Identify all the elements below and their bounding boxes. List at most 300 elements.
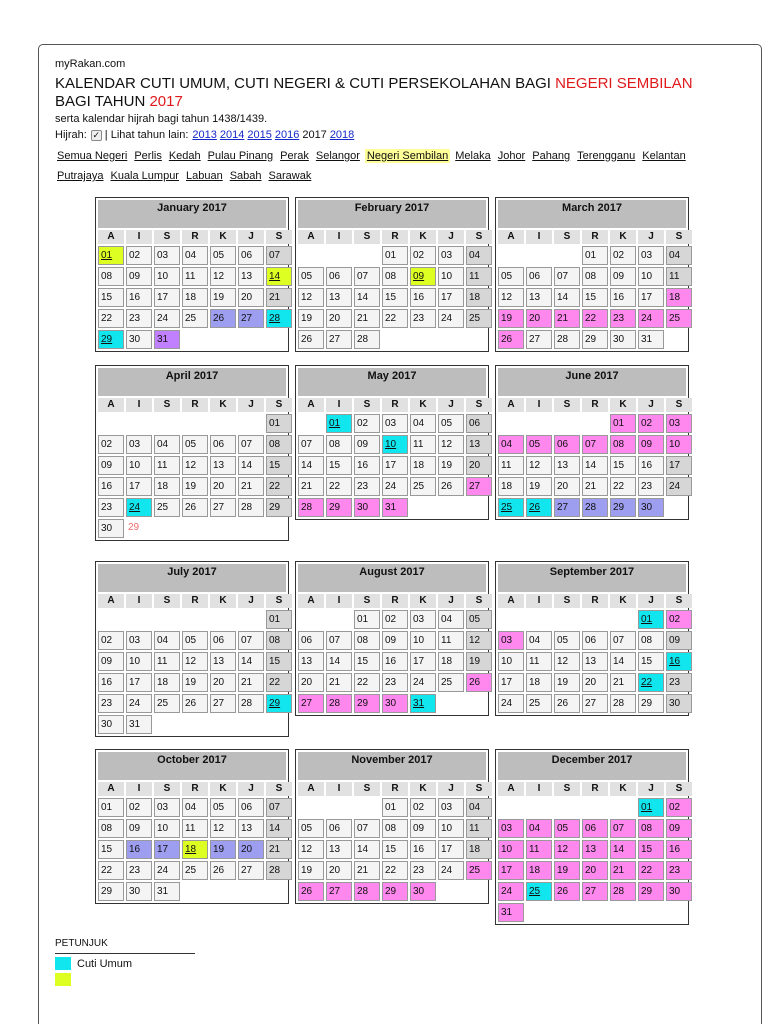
year-link-2013[interactable]: 2013 xyxy=(192,129,217,141)
day-cell[interactable]: 22 xyxy=(382,861,408,880)
day-cell[interactable]: 06 xyxy=(582,631,608,650)
day-cell[interactable]: 02 xyxy=(126,246,152,265)
day-cell[interactable]: 15 xyxy=(266,456,292,475)
day-cell[interactable]: 02 xyxy=(126,798,152,817)
day-cell[interactable]: 24 xyxy=(126,498,152,517)
day-cell[interactable]: 20 xyxy=(326,309,352,328)
day-cell[interactable]: 05 xyxy=(466,610,492,629)
day-cell[interactable]: 08 xyxy=(582,267,608,286)
day-cell[interactable]: 22 xyxy=(98,861,124,880)
day-cell[interactable]: 15 xyxy=(610,456,636,475)
day-cell[interactable]: 26 xyxy=(554,882,580,901)
day-cell[interactable]: 09 xyxy=(382,631,408,650)
day-cell[interactable]: 30 xyxy=(610,330,636,349)
day-cell[interactable]: 20 xyxy=(238,288,264,307)
day-cell[interactable]: 19 xyxy=(210,840,236,859)
day-cell[interactable]: 18 xyxy=(154,673,180,692)
day-cell[interactable]: 23 xyxy=(126,309,152,328)
day-cell[interactable]: 26 xyxy=(438,477,464,496)
day-cell[interactable]: 07 xyxy=(266,798,292,817)
day-cell[interactable]: 27 xyxy=(238,309,264,328)
day-cell[interactable]: 14 xyxy=(298,456,324,475)
day-cell[interactable]: 21 xyxy=(298,477,324,496)
state-link-selangor[interactable]: Selangor xyxy=(315,150,360,162)
day-cell[interactable]: 27 xyxy=(554,498,580,517)
day-cell[interactable]: 23 xyxy=(382,673,408,692)
day-cell[interactable]: 17 xyxy=(666,456,692,475)
day-cell[interactable]: 04 xyxy=(666,246,692,265)
state-link-pulau-pinang[interactable]: Pulau Pinang xyxy=(207,150,274,162)
day-cell[interactable]: 27 xyxy=(582,694,608,713)
day-cell[interactable]: 09 xyxy=(126,267,152,286)
day-cell[interactable]: 03 xyxy=(382,414,408,433)
state-link-sarawak[interactable]: Sarawak xyxy=(268,170,312,182)
day-cell[interactable]: 01 xyxy=(98,246,124,265)
day-cell[interactable]: 24 xyxy=(438,861,464,880)
day-cell[interactable]: 12 xyxy=(298,288,324,307)
day-cell[interactable]: 22 xyxy=(326,477,352,496)
day-cell[interactable]: 25 xyxy=(666,309,692,328)
day-cell[interactable]: 29 xyxy=(266,498,292,517)
day-cell[interactable]: 25 xyxy=(526,694,552,713)
day-cell[interactable]: 21 xyxy=(238,673,264,692)
day-cell[interactable]: 07 xyxy=(238,631,264,650)
day-cell[interactable]: 27 xyxy=(582,882,608,901)
day-cell[interactable]: 20 xyxy=(582,861,608,880)
state-link-kuala-lumpur[interactable]: Kuala Lumpur xyxy=(110,170,179,182)
day-cell[interactable]: 28 xyxy=(554,330,580,349)
day-cell[interactable]: 13 xyxy=(582,840,608,859)
day-cell[interactable]: 22 xyxy=(582,309,608,328)
day-cell[interactable]: 19 xyxy=(210,288,236,307)
day-cell[interactable]: 22 xyxy=(610,477,636,496)
state-link-negeri-sembilan[interactable]: Negeri Sembilan xyxy=(366,150,449,162)
day-cell[interactable]: 26 xyxy=(466,673,492,692)
day-cell[interactable]: 29 xyxy=(638,694,664,713)
day-cell[interactable]: 30 xyxy=(98,519,124,538)
day-cell[interactable]: 08 xyxy=(266,435,292,454)
day-cell[interactable]: 18 xyxy=(666,288,692,307)
day-cell[interactable]: 17 xyxy=(154,288,180,307)
day-cell[interactable]: 14 xyxy=(326,652,352,671)
day-cell[interactable]: 07 xyxy=(582,435,608,454)
day-cell[interactable]: 28 xyxy=(582,498,608,517)
day-cell[interactable]: 16 xyxy=(410,288,436,307)
day-cell[interactable]: 27 xyxy=(210,498,236,517)
day-cell[interactable]: 07 xyxy=(554,267,580,286)
day-cell[interactable]: 03 xyxy=(498,819,524,838)
day-cell[interactable]: 23 xyxy=(126,861,152,880)
day-cell[interactable]: 08 xyxy=(638,631,664,650)
day-cell[interactable]: 30 xyxy=(382,694,408,713)
state-link-kelantan[interactable]: Kelantan xyxy=(642,150,686,162)
day-cell[interactable]: 20 xyxy=(466,456,492,475)
day-cell[interactable]: 16 xyxy=(126,288,152,307)
day-cell[interactable]: 26 xyxy=(182,694,208,713)
day-cell[interactable]: 21 xyxy=(266,840,292,859)
day-cell[interactable]: 11 xyxy=(154,652,180,671)
day-cell[interactable]: 05 xyxy=(210,798,236,817)
day-cell[interactable]: 26 xyxy=(298,882,324,901)
day-cell[interactable]: 31 xyxy=(154,882,180,901)
day-cell[interactable]: 04 xyxy=(466,246,492,265)
day-cell[interactable]: 04 xyxy=(182,246,208,265)
day-cell[interactable]: 29 xyxy=(98,882,124,901)
day-cell[interactable]: 19 xyxy=(554,673,580,692)
day-cell[interactable]: 12 xyxy=(182,456,208,475)
day-cell[interactable]: 08 xyxy=(98,267,124,286)
day-cell[interactable]: 09 xyxy=(98,456,124,475)
day-cell[interactable]: 23 xyxy=(410,861,436,880)
day-cell[interactable]: 16 xyxy=(610,288,636,307)
day-cell[interactable]: 14 xyxy=(610,652,636,671)
day-cell[interactable]: 02 xyxy=(638,414,664,433)
day-cell[interactable]: 18 xyxy=(182,840,208,859)
day-cell[interactable]: 16 xyxy=(666,840,692,859)
day-cell[interactable]: 06 xyxy=(298,631,324,650)
day-cell[interactable]: 08 xyxy=(382,819,408,838)
day-cell[interactable]: 06 xyxy=(210,631,236,650)
day-cell[interactable]: 28 xyxy=(326,694,352,713)
day-cell[interactable]: 30 xyxy=(98,715,124,734)
day-cell[interactable]: 07 xyxy=(354,267,380,286)
day-cell[interactable]: 10 xyxy=(154,819,180,838)
day-cell[interactable]: 17 xyxy=(410,652,436,671)
day-cell[interactable]: 10 xyxy=(666,435,692,454)
day-cell[interactable]: 31 xyxy=(498,903,524,922)
day-cell[interactable]: 17 xyxy=(498,861,524,880)
day-cell[interactable]: 26 xyxy=(498,330,524,349)
day-cell[interactable]: 28 xyxy=(298,498,324,517)
day-cell[interactable]: 30 xyxy=(410,882,436,901)
day-cell[interactable]: 26 xyxy=(182,498,208,517)
day-cell[interactable]: 27 xyxy=(326,882,352,901)
day-cell[interactable]: 07 xyxy=(326,631,352,650)
day-cell[interactable]: 27 xyxy=(298,694,324,713)
day-cell[interactable]: 20 xyxy=(526,309,552,328)
day-cell[interactable]: 24 xyxy=(438,309,464,328)
day-cell[interactable]: 23 xyxy=(98,694,124,713)
day-cell[interactable]: 06 xyxy=(554,435,580,454)
day-cell[interactable]: 24 xyxy=(154,861,180,880)
day-cell[interactable]: 12 xyxy=(438,435,464,454)
day-cell[interactable]: 03 xyxy=(126,435,152,454)
day-cell[interactable]: 08 xyxy=(266,631,292,650)
day-cell[interactable]: 13 xyxy=(582,652,608,671)
day-cell[interactable]: 04 xyxy=(526,819,552,838)
day-cell[interactable]: 28 xyxy=(238,694,264,713)
day-cell[interactable]: 12 xyxy=(498,288,524,307)
day-cell[interactable]: 21 xyxy=(554,309,580,328)
day-cell[interactable]: 06 xyxy=(210,435,236,454)
day-cell[interactable]: 24 xyxy=(382,477,408,496)
state-link-johor[interactable]: Johor xyxy=(497,150,526,162)
day-cell[interactable]: 18 xyxy=(438,652,464,671)
day-cell[interactable]: 08 xyxy=(610,435,636,454)
day-cell[interactable]: 30 xyxy=(126,330,152,349)
day-cell[interactable]: 17 xyxy=(126,673,152,692)
day-cell[interactable]: 06 xyxy=(326,267,352,286)
day-cell[interactable]: 24 xyxy=(126,694,152,713)
day-cell[interactable]: 20 xyxy=(298,673,324,692)
day-cell[interactable]: 09 xyxy=(126,819,152,838)
day-cell[interactable]: 26 xyxy=(210,309,236,328)
day-cell[interactable]: 12 xyxy=(210,267,236,286)
day-cell[interactable]: 13 xyxy=(326,840,352,859)
day-cell[interactable]: 17 xyxy=(154,840,180,859)
day-cell[interactable]: 24 xyxy=(498,882,524,901)
day-cell[interactable]: 17 xyxy=(126,477,152,496)
day-cell[interactable]: 07 xyxy=(610,819,636,838)
day-cell[interactable]: 15 xyxy=(326,456,352,475)
day-cell[interactable]: 20 xyxy=(210,673,236,692)
day-cell[interactable]: 18 xyxy=(182,288,208,307)
day-cell[interactable]: 28 xyxy=(610,882,636,901)
state-link-labuan[interactable]: Labuan xyxy=(185,170,223,182)
day-cell[interactable]: 22 xyxy=(266,477,292,496)
day-cell[interactable]: 16 xyxy=(410,840,436,859)
day-cell[interactable]: 23 xyxy=(410,309,436,328)
day-cell[interactable]: 02 xyxy=(98,631,124,650)
day-cell[interactable]: 27 xyxy=(238,861,264,880)
day-cell[interactable]: 16 xyxy=(98,673,124,692)
day-cell[interactable]: 01 xyxy=(638,610,664,629)
day-cell[interactable]: 30 xyxy=(126,882,152,901)
day-cell[interactable]: 22 xyxy=(98,309,124,328)
day-cell[interactable]: 04 xyxy=(438,610,464,629)
day-cell[interactable]: 25 xyxy=(466,861,492,880)
day-cell[interactable]: 01 xyxy=(98,798,124,817)
day-cell[interactable]: 02 xyxy=(382,610,408,629)
day-cell[interactable]: 11 xyxy=(410,435,436,454)
day-cell[interactable]: 06 xyxy=(326,819,352,838)
day-cell[interactable]: 11 xyxy=(466,267,492,286)
day-cell[interactable]: 29 xyxy=(98,330,124,349)
day-cell[interactable]: 04 xyxy=(498,435,524,454)
day-cell[interactable]: 16 xyxy=(126,840,152,859)
day-cell[interactable]: 05 xyxy=(498,267,524,286)
day-cell[interactable]: 25 xyxy=(526,882,552,901)
day-cell[interactable]: 19 xyxy=(298,861,324,880)
day-cell[interactable]: 21 xyxy=(354,309,380,328)
day-cell[interactable]: 09 xyxy=(354,435,380,454)
day-cell[interactable]: 28 xyxy=(610,694,636,713)
day-cell[interactable]: 12 xyxy=(466,631,492,650)
day-cell[interactable]: 13 xyxy=(210,456,236,475)
day-cell[interactable]: 04 xyxy=(154,435,180,454)
state-link-perak[interactable]: Perak xyxy=(280,150,309,162)
day-cell[interactable]: 08 xyxy=(382,267,408,286)
day-cell[interactable]: 11 xyxy=(526,840,552,859)
day-cell[interactable]: 31 xyxy=(126,715,152,734)
day-cell[interactable]: 18 xyxy=(410,456,436,475)
state-link-putrajaya[interactable]: Putrajaya xyxy=(57,170,104,182)
day-cell[interactable]: 24 xyxy=(666,477,692,496)
day-cell[interactable]: 26 xyxy=(298,330,324,349)
day-cell[interactable]: 14 xyxy=(582,456,608,475)
state-link-kedah[interactable]: Kedah xyxy=(168,150,201,162)
day-cell[interactable]: 18 xyxy=(466,840,492,859)
year-link-2017[interactable]: 2017 xyxy=(302,129,327,141)
day-cell[interactable]: 22 xyxy=(638,861,664,880)
day-cell[interactable]: 13 xyxy=(238,819,264,838)
day-cell[interactable]: 01 xyxy=(326,414,352,433)
day-cell[interactable]: 21 xyxy=(582,477,608,496)
day-cell[interactable]: 23 xyxy=(354,477,380,496)
day-cell[interactable]: 06 xyxy=(582,819,608,838)
day-cell[interactable]: 10 xyxy=(498,652,524,671)
day-cell[interactable]: 03 xyxy=(638,246,664,265)
day-cell[interactable]: 19 xyxy=(298,309,324,328)
year-link-2014[interactable]: 2014 xyxy=(219,129,245,141)
day-cell[interactable]: 11 xyxy=(666,267,692,286)
day-cell[interactable]: 03 xyxy=(154,246,180,265)
day-cell[interactable]: 12 xyxy=(182,652,208,671)
day-cell[interactable]: 14 xyxy=(266,267,292,286)
day-cell[interactable]: 14 xyxy=(610,840,636,859)
day-cell[interactable]: 16 xyxy=(638,456,664,475)
day-cell[interactable]: 04 xyxy=(182,798,208,817)
day-cell[interactable]: 19 xyxy=(182,673,208,692)
day-cell[interactable]: 10 xyxy=(638,267,664,286)
day-cell[interactable]: 25 xyxy=(410,477,436,496)
day-cell[interactable]: 02 xyxy=(354,414,380,433)
state-link-semua-negeri[interactable]: Semua Negeri xyxy=(57,150,128,162)
day-cell[interactable]: 29 xyxy=(326,498,352,517)
state-link-sabah[interactable]: Sabah xyxy=(229,170,262,182)
day-cell[interactable]: 26 xyxy=(526,498,552,517)
day-cell[interactable]: 25 xyxy=(498,498,524,517)
day-cell[interactable]: 16 xyxy=(98,477,124,496)
day-cell[interactable]: 09 xyxy=(666,631,692,650)
day-cell[interactable]: 03 xyxy=(154,798,180,817)
day-cell[interactable]: 04 xyxy=(154,631,180,650)
day-cell[interactable]: 08 xyxy=(98,819,124,838)
day-cell[interactable]: 03 xyxy=(498,631,524,650)
day-cell[interactable]: 25 xyxy=(466,309,492,328)
day-cell[interactable]: 22 xyxy=(266,673,292,692)
state-link-perlis[interactable]: Perlis xyxy=(134,150,162,162)
day-cell[interactable]: 06 xyxy=(238,798,264,817)
day-cell[interactable]: 01 xyxy=(382,246,408,265)
day-cell[interactable]: 20 xyxy=(326,861,352,880)
day-cell[interactable]: 19 xyxy=(526,477,552,496)
day-cell[interactable]: 02 xyxy=(410,798,436,817)
day-cell[interactable]: 21 xyxy=(610,861,636,880)
day-cell[interactable]: 05 xyxy=(554,631,580,650)
day-cell[interactable]: 01 xyxy=(382,798,408,817)
day-cell[interactable]: 25 xyxy=(154,498,180,517)
day-cell[interactable]: 11 xyxy=(526,652,552,671)
day-cell[interactable]: 30 xyxy=(638,498,664,517)
day-cell[interactable]: 01 xyxy=(610,414,636,433)
day-cell[interactable]: 26 xyxy=(554,694,580,713)
day-cell[interactable]: 24 xyxy=(638,309,664,328)
day-cell[interactable]: 25 xyxy=(182,861,208,880)
day-cell[interactable]: 12 xyxy=(554,652,580,671)
day-cell[interactable]: 05 xyxy=(298,267,324,286)
day-cell[interactable]: 02 xyxy=(98,435,124,454)
day-cell[interactable]: 24 xyxy=(498,694,524,713)
day-cell[interactable]: 06 xyxy=(238,246,264,265)
day-cell[interactable]: 28 xyxy=(354,330,380,349)
day-cell[interactable]: 18 xyxy=(154,477,180,496)
day-cell[interactable]: 01 xyxy=(638,798,664,817)
day-cell[interactable]: 08 xyxy=(354,631,380,650)
day-cell[interactable]: 16 xyxy=(666,652,692,671)
day-cell[interactable]: 29 xyxy=(382,882,408,901)
state-link-melaka[interactable]: Melaka xyxy=(455,150,491,162)
day-cell[interactable]: 05 xyxy=(182,631,208,650)
day-cell[interactable]: 17 xyxy=(438,288,464,307)
day-cell[interactable]: 07 xyxy=(266,246,292,265)
day-cell[interactable]: 10 xyxy=(438,819,464,838)
day-cell[interactable]: 15 xyxy=(98,840,124,859)
day-cell[interactable]: 10 xyxy=(126,456,152,475)
day-cell[interactable]: 18 xyxy=(466,288,492,307)
day-cell[interactable]: 01 xyxy=(354,610,380,629)
day-cell[interactable]: 10 xyxy=(498,840,524,859)
day-cell[interactable]: 23 xyxy=(666,673,692,692)
day-cell[interactable]: 30 xyxy=(354,498,380,517)
day-cell[interactable]: 28 xyxy=(266,861,292,880)
day-cell[interactable]: 08 xyxy=(638,819,664,838)
day-cell[interactable]: 07 xyxy=(298,435,324,454)
day-cell[interactable]: 28 xyxy=(354,882,380,901)
day-cell[interactable]: 30 xyxy=(666,882,692,901)
day-cell[interactable]: 20 xyxy=(582,673,608,692)
day-cell[interactable]: 22 xyxy=(638,673,664,692)
day-cell[interactable]: 05 xyxy=(182,435,208,454)
day-cell[interactable]: 05 xyxy=(210,246,236,265)
day-cell[interactable]: 15 xyxy=(638,652,664,671)
day-cell[interactable]: 15 xyxy=(354,652,380,671)
site-name[interactable]: myRakan.com xyxy=(55,58,126,70)
day-cell[interactable]: 05 xyxy=(554,819,580,838)
day-cell[interactable]: 14 xyxy=(354,840,380,859)
day-cell[interactable]: 10 xyxy=(438,267,464,286)
day-cell[interactable]: 11 xyxy=(466,819,492,838)
day-cell[interactable]: 12 xyxy=(554,840,580,859)
day-cell[interactable]: 07 xyxy=(354,819,380,838)
day-cell[interactable]: 15 xyxy=(638,840,664,859)
day-cell[interactable]: 21 xyxy=(610,673,636,692)
day-cell[interactable]: 22 xyxy=(382,309,408,328)
year-link-2018[interactable]: 2018 xyxy=(329,129,355,141)
day-cell[interactable]: 29 xyxy=(582,330,608,349)
day-cell[interactable]: 04 xyxy=(410,414,436,433)
day-cell[interactable]: 16 xyxy=(354,456,380,475)
day-cell[interactable]: 12 xyxy=(526,456,552,475)
day-cell[interactable]: 02 xyxy=(666,610,692,629)
day-cell[interactable]: 02 xyxy=(410,246,436,265)
day-cell[interactable]: 19 xyxy=(498,309,524,328)
day-cell[interactable]: 15 xyxy=(382,840,408,859)
day-cell[interactable]: 10 xyxy=(410,631,436,650)
day-cell[interactable]: 20 xyxy=(238,840,264,859)
day-cell[interactable]: 17 xyxy=(638,288,664,307)
day-cell[interactable]: 23 xyxy=(98,498,124,517)
day-cell[interactable]: 06 xyxy=(466,414,492,433)
day-cell[interactable]: 10 xyxy=(126,652,152,671)
day-cell[interactable]: 13 xyxy=(526,288,552,307)
day-cell[interactable]: 31 xyxy=(638,330,664,349)
day-cell[interactable]: 14 xyxy=(354,288,380,307)
day-cell[interactable]: 09 xyxy=(98,652,124,671)
day-cell[interactable]: 05 xyxy=(526,435,552,454)
day-cell[interactable]: 23 xyxy=(610,309,636,328)
day-cell[interactable]: 04 xyxy=(466,798,492,817)
